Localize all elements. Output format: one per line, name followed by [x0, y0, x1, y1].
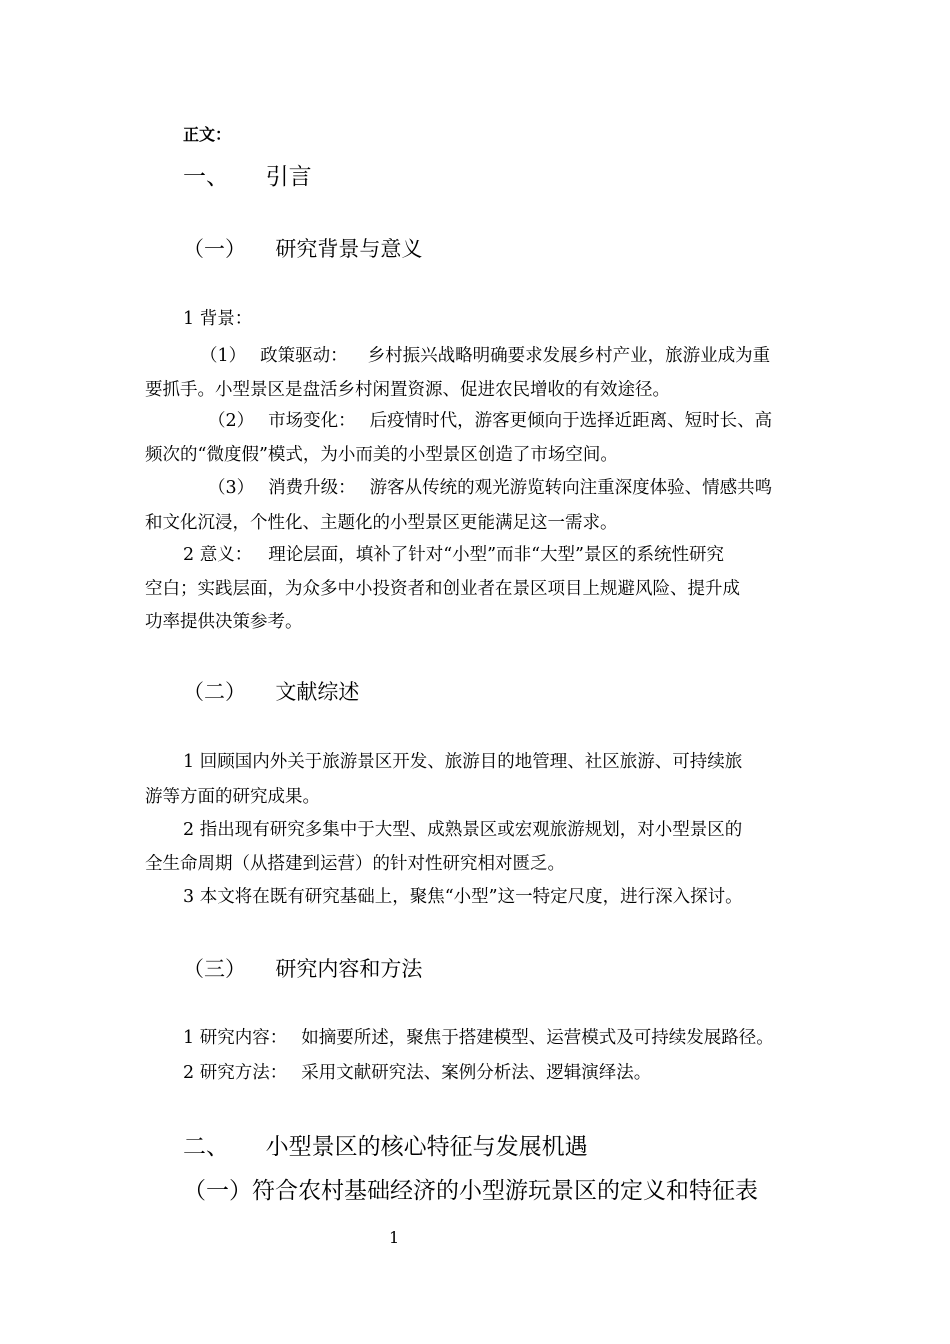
heading-text: 研究背景与意义 [275, 237, 423, 261]
heading-text: 文献综述 [275, 680, 360, 704]
heading-text: 引言 [265, 164, 312, 190]
heading-number: 一、 [183, 164, 229, 190]
literature-item2-line2: 全生命周期（从搭建到运营）的针对性研究相对匮乏。 [145, 854, 565, 874]
heading-content-methods [183, 953, 422, 983]
paragraph-significance-line3: 功率提供决策参考。 [145, 612, 303, 632]
method-item-content: 1 研究内容： 如摘要所述，聚焦于搭建模型、运营模式及可持续发展路径。 [183, 1028, 774, 1048]
heading-literature-review [183, 676, 359, 706]
heading-text: 小型景区的核心特征与发展机遇 [265, 1134, 588, 1160]
literature-item3: 3 本文将在既有研究基础上，聚焦“小型”这一特定尺度，进行深入探讨。 [183, 887, 743, 907]
page-number: 1 [389, 1228, 400, 1247]
heading-core-features [183, 1128, 588, 1161]
literature-item1-line2: 游等方面的研究成果。 [145, 787, 320, 807]
method-item-approach: 2 研究方法： 采用文献研究法、案例分析法、逻辑演绎法。 [183, 1063, 652, 1083]
body-label: 正文： [183, 125, 232, 144]
heading-introduction [183, 158, 312, 191]
literature-item2-line1: 2 指出现有研究多集中于大型、成熟景区或宏观旅游规划，对小型景区的 [183, 820, 743, 840]
heading-definition-table: （一）符合农村基础经济的小型游玩景区的定义和特征表 [183, 1178, 758, 1204]
heading-text: 研究内容和方法 [275, 957, 423, 981]
paragraph-consumption-line1: （3） 消费升级： 游客从传统的观光游览转向注重深度体验、情感共鸣 [208, 478, 773, 498]
paragraph-significance-line1: 2 意义： 理论层面，填补了针对“小型”而非“大型”景区的系统性研究 [183, 545, 724, 565]
paragraph-policy-line2: 要抓手。小型景区是盘活乡村闲置资源、促进农民增收的有效途径。 [145, 380, 670, 400]
heading-number: （一） [183, 237, 246, 261]
paragraph-policy-line1: （1） 政策驱动： 乡村振兴战略明确要求发展乡村产业，旅游业成为重 [200, 346, 771, 366]
paragraph-market-line1: （2） 市场变化： 后疫情时代，游客更倾向于选择近距离、短时长、高 [208, 411, 773, 431]
heading-number: （二） [183, 680, 246, 704]
background-title: 1 背景： [183, 309, 253, 329]
heading-number: 二、 [183, 1134, 229, 1160]
paragraph-significance-line2: 空白；实践层面，为众多中小投资者和创业者在景区项目上规避风险、提升成 [145, 579, 740, 599]
heading-research-background [183, 233, 422, 263]
literature-item1-line1: 1 回顾国内外关于旅游景区开发、旅游目的地管理、社区旅游、可持续旅 [183, 752, 743, 772]
heading-number: （三） [183, 957, 246, 981]
paragraph-consumption-line2: 和文化沉浸，个性化、主题化的小型景区更能满足这一需求。 [145, 513, 618, 533]
paragraph-market-line2: 频次的“微度假”模式，为小而美的小型景区创造了市场空间。 [145, 445, 618, 465]
